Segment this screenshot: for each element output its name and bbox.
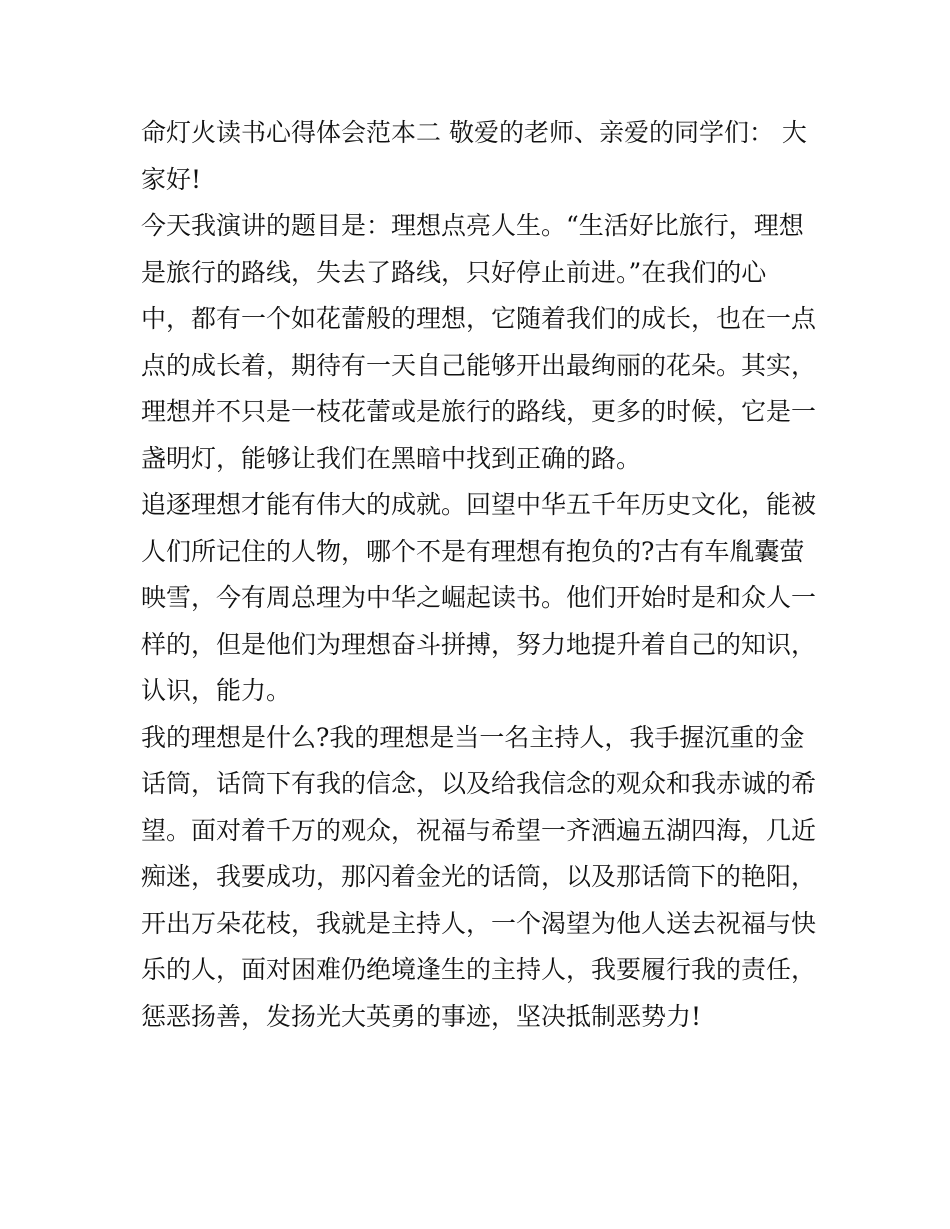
text-line: 痴迷，我要成功，那闪着金光的话筒，以及那话筒下的艳阳，: [141, 862, 817, 891]
text-line: 是旅行的路线，失去了路线，只好停止前进。”在我们的心: [141, 257, 767, 287]
text-line: 样的，但是他们为理想奋斗拼搏，努力地提升着自己的知识，: [141, 629, 817, 659]
text-line: 开出万朵花枝，我就是主持人，一个渴望为他人送去祝福与快: [141, 908, 817, 938]
text-line: 话筒，话筒下有我的信念，以及给我信念的观众和我赤诚的希: [141, 769, 817, 798]
text-line: 点的成长着，期待有一天自己能够开出最绚丽的花朵。其实，: [141, 350, 817, 380]
text-line: 乐的人，面对困难仍绝境逢生的主持人，我要履行我的责任，: [141, 955, 817, 984]
text-line: 盏明灯，能够让我们在黑暗中找到正确的路。: [141, 443, 642, 473]
text-line: 追逐理想才能有伟大的成就。回望中华五千年历史文化，能被: [141, 490, 817, 519]
text-line: 家好!: [141, 164, 202, 194]
text-line: 中，都有一个如花蕾般的理想，它随着我们的成长，也在一点: [141, 304, 817, 333]
document-body: [141, 110, 821, 1040]
text-line: 命灯火读书心得体会范本二 敬爱的老师、亲爱的同学们： 大: [141, 118, 807, 147]
text-line: 望。面对着千万的观众，祝福与希望一齐洒遍五湖四海，几近: [141, 815, 817, 845]
text-line: 认识，能力。: [141, 676, 292, 705]
text-line: 映雪，今有周总理为中华之崛起读书。他们开始时是和众人一: [141, 583, 817, 612]
text-line: 我的理想是什么?我的理想是当一名主持人，我手握沉重的金: [141, 722, 805, 752]
text-line: 惩恶扬善，发扬光大英勇的事迹，坚决抵制恶势力!: [141, 1001, 702, 1031]
text-line: 今天我演讲的题目是：理想点亮人生。“生活好比旅行，理想: [141, 211, 804, 240]
text-line: 理想并不只是一枝花蕾或是旅行的路线，更多的时候，它是一: [141, 397, 817, 426]
text-line: 人们所记住的人物，哪个不是有理想有抱负的?古有车胤囊萤: [141, 536, 805, 566]
